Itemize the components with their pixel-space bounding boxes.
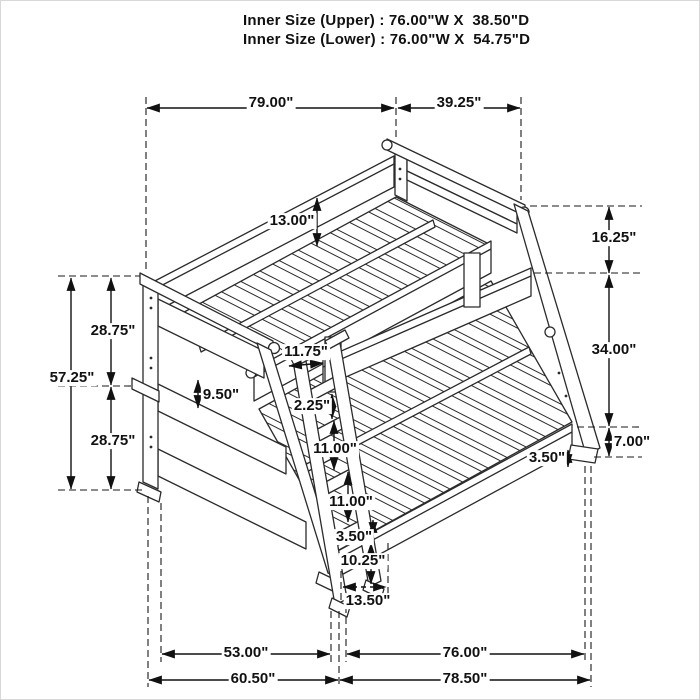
label-left-lower: 28.75" — [90, 432, 136, 450]
rail-peg — [545, 327, 555, 337]
label-inner-right: 76.00" — [442, 644, 488, 662]
label-bottom-rung: 10.25" — [340, 552, 386, 570]
cap-end-left — [382, 140, 392, 150]
inner-size-lower-text: Inner Size (Lower) : 76.00"W X 54.75"D — [243, 31, 531, 48]
label-top-width: 79.00" — [248, 94, 294, 112]
inner-size-upper-text: Inner Size (Upper) : 76.00"W X 38.50"D — [243, 12, 530, 29]
label-outer-left: 60.50" — [230, 670, 276, 688]
label-rung-gap-2: 11.00" — [329, 493, 373, 511]
label-left-total: 57.25" — [49, 369, 95, 387]
label-hook-depth: 2.25" — [293, 397, 331, 415]
label-inner-left: 53.00" — [223, 644, 269, 662]
label-guardrail-height: 34.00" — [591, 341, 637, 359]
label-right-foot: 3.50" — [528, 449, 566, 467]
label-panel-gap: 9.50" — [202, 386, 240, 404]
bed-art — [132, 139, 600, 617]
label-top-depth: 39.25" — [436, 94, 482, 112]
label-ladder-footprint: 13.50" — [345, 592, 391, 610]
label-rung-gap-1: 11.00" — [313, 440, 357, 458]
label-left-upper: 28.75" — [90, 322, 136, 340]
label-rung-thickness: 3.50" — [335, 528, 373, 546]
label-rail-floor: 7.00" — [613, 433, 651, 451]
label-headboard-slats: 13.00" — [269, 212, 315, 230]
label-upper-rail-gap: 16.25" — [591, 229, 637, 247]
label-ladder-offset: 11.75" — [284, 343, 328, 361]
right-leg-foot — [568, 445, 598, 463]
label-outer-right: 78.50" — [442, 670, 488, 688]
guard-rail-post-right — [464, 253, 480, 307]
